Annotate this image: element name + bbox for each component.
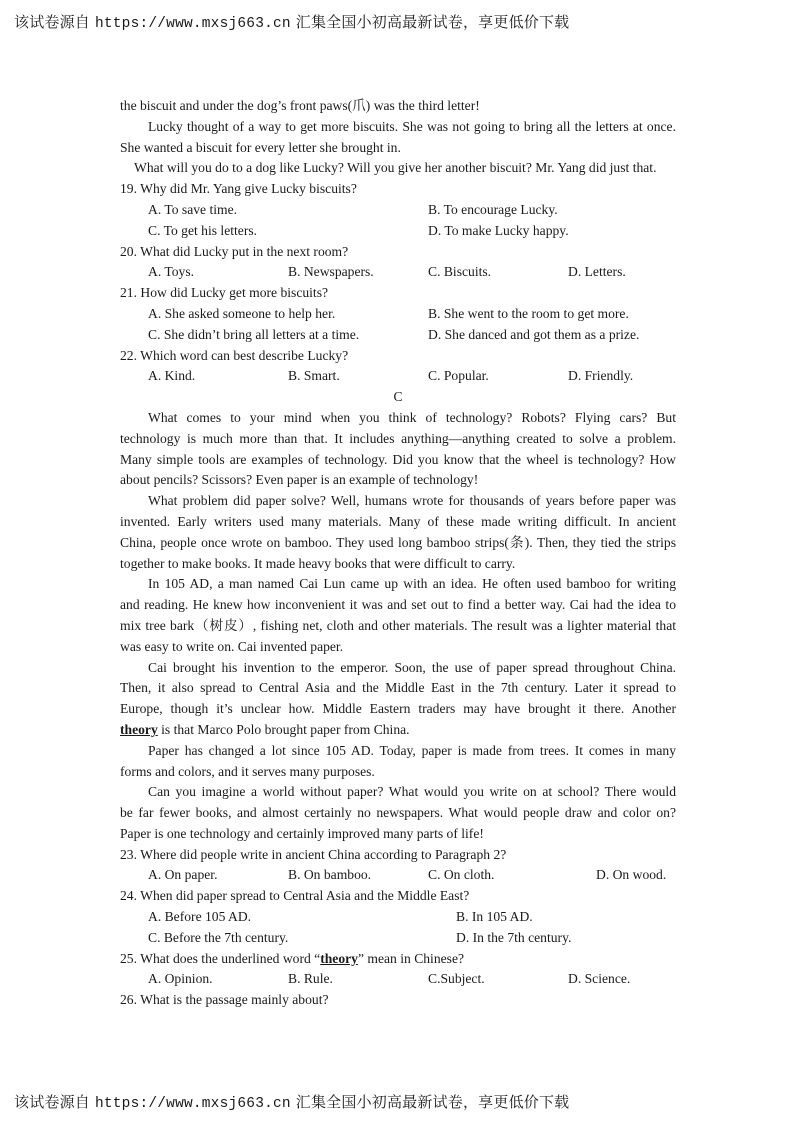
option-b: B. To encourage Lucky. bbox=[428, 201, 558, 217]
option-a: A. She asked someone to help her. bbox=[148, 305, 336, 321]
option-a: A. Opinion. bbox=[148, 971, 213, 987]
passage-line: together to make books. It made heavy books that were difficult to carry. bbox=[120, 555, 516, 571]
options-row bbox=[120, 262, 676, 283]
question-25 bbox=[120, 949, 676, 970]
passage-line: Cai brought his invention to the emperor. Soon, the use of paper spread throughout China. bbox=[148, 659, 676, 675]
option-b: B. In 105 AD. bbox=[456, 909, 533, 925]
option-a: A. Before 105 AD. bbox=[148, 909, 252, 925]
option-a: A. Kind. bbox=[148, 368, 196, 384]
option-a: A. On paper. bbox=[148, 867, 218, 883]
option-d: D. Science. bbox=[568, 971, 631, 987]
underlined-word-theory: theory bbox=[320, 950, 358, 966]
banner-prefix: 该试卷源自 bbox=[14, 1093, 95, 1111]
passage-line: and reading. He knew how inconvenient it was and set out to find a better way. Cai had the idea to bbox=[120, 597, 676, 613]
options-row bbox=[120, 221, 676, 242]
passage-line: Can you imagine a world without paper? What would you write on at school? There would bbox=[148, 784, 676, 800]
passage-line: China, people once wrote on bamboo. They used long bamboo strips(条). Then, they tied the strips bbox=[120, 534, 676, 550]
option-b: B. Newspapers. bbox=[288, 264, 374, 280]
question-24: 24. When did paper spread to Central Asia and the Middle East? bbox=[120, 888, 470, 904]
question-21: 21. How did Lucky get more biscuits? bbox=[120, 285, 329, 301]
option-c: C.Subject. bbox=[428, 971, 485, 987]
passage-line: invented. Early writers used many materials. Many of these made writing difficult. In ancient bbox=[120, 513, 676, 529]
header-banner bbox=[14, 11, 569, 32]
banner-url[interactable]: https://www.mxsj663.cn bbox=[94, 1096, 291, 1112]
option-c: C. On cloth. bbox=[428, 867, 495, 883]
passage-line: In 105 AD, a man named Cai Lun came up with an idea. He often used bamboo for writing bbox=[148, 576, 676, 592]
passage-line-rest: is that Marco Polo brought paper from China. bbox=[157, 721, 410, 737]
option-c: C. She didn’t bring all letters at a time. bbox=[148, 326, 360, 342]
options-row bbox=[120, 325, 676, 346]
option-c: C. Popular. bbox=[428, 368, 489, 384]
question-19: 19. Why did Mr. Yang give Lucky biscuits? bbox=[120, 181, 357, 197]
passage-line: technology is much more than that. It includes anything—anything created to solve a problem. bbox=[120, 430, 676, 446]
banner-url[interactable]: https://www.mxsj663.cn bbox=[94, 16, 291, 32]
option-c: C. To get his letters. bbox=[148, 222, 258, 238]
option-c: C. Biscuits. bbox=[428, 264, 492, 280]
underlined-word-theory: theory bbox=[120, 721, 158, 737]
passage-line: be far fewer books, and almost certainly no newspapers. What would people draw and color on? bbox=[120, 805, 676, 821]
passage-line: She wanted a biscuit for every letter she brought in. bbox=[120, 139, 401, 155]
option-d: D. Letters. bbox=[568, 264, 626, 280]
options-row bbox=[120, 928, 676, 949]
options-row bbox=[120, 969, 676, 990]
footer-banner bbox=[14, 1091, 569, 1112]
question-22: 22. Which word can best describe Lucky? bbox=[120, 347, 349, 363]
passage-line: Many simple tools are examples of technology. Did you know that the wheel is technology? How bbox=[120, 451, 676, 467]
banner-suffix: 汇集全国小初高最新试卷，享更低价下载 bbox=[290, 1093, 570, 1111]
banner-suffix: 汇集全国小初高最新试卷，享更低价下载 bbox=[290, 13, 570, 31]
passage-line: forms and colors, and it serves many purposes. bbox=[120, 763, 375, 779]
option-b: B. She went to the room to get more. bbox=[428, 305, 629, 321]
option-b: B. Rule. bbox=[288, 971, 333, 987]
options-row bbox=[120, 366, 676, 387]
passage-line: mix tree bark（树皮）, fishing net, cloth and other materials. The result was a lighter material that bbox=[120, 617, 676, 633]
option-d: D. On wood. bbox=[596, 867, 667, 883]
passage-line: What comes to your mind when you think of technology? Robots? Flying cars? But bbox=[148, 409, 676, 425]
passage-line: about pencils? Scissors? Even paper is an example of technology! bbox=[120, 472, 479, 488]
passage-line: Paper has changed a lot since 105 AD. Today, paper is made from trees. It comes in many bbox=[148, 742, 676, 758]
question-26: 26. What is the passage mainly about? bbox=[120, 992, 329, 1008]
options-row bbox=[120, 907, 676, 928]
option-d: D. She danced and got them as a prize. bbox=[428, 326, 640, 342]
options-row bbox=[120, 865, 676, 886]
options-row bbox=[120, 304, 676, 325]
question-25-stem-start: 25. What does the underlined word “ bbox=[120, 950, 321, 966]
section-c-heading: C bbox=[393, 389, 403, 405]
question-20: 20. What did Lucky put in the next room? bbox=[120, 243, 349, 259]
question-23: 23. Where did people write in ancient China according to Paragraph 2? bbox=[120, 846, 507, 862]
passage-line: What will you do to a dog like Lucky? Will you give her another biscuit? Mr. Yang did just that. bbox=[134, 160, 657, 176]
banner-prefix: 该试卷源自 bbox=[14, 13, 95, 31]
question-25-stem-end: ” mean in Chinese? bbox=[357, 950, 465, 966]
passage-line: Europe, though it’s unclear how. Middle Eastern traders may have brought it there. Another bbox=[120, 701, 676, 717]
options-row bbox=[120, 200, 676, 221]
option-c: C. Before the 7th century. bbox=[148, 929, 289, 945]
option-d: D. In the 7th century. bbox=[456, 929, 572, 945]
option-d: D. To make Lucky happy. bbox=[428, 222, 569, 238]
passage-line: Then, it also spread to Central Asia and the Middle East in the 7th century. Later it spread to bbox=[120, 680, 676, 696]
exam-content bbox=[120, 96, 676, 1011]
option-b: B. On bamboo. bbox=[288, 867, 372, 883]
option-b: B. Smart. bbox=[288, 368, 340, 384]
passage-line: the biscuit and under the dog’s front paws(爪) was the third letter! bbox=[120, 98, 480, 113]
passage-line: was easy to write on. Cai invented paper. bbox=[120, 638, 344, 654]
option-a: A. To save time. bbox=[148, 201, 238, 217]
option-a: A. Toys. bbox=[148, 264, 195, 280]
passage-line: What problem did paper solve? Well, humans wrote for thousands of years before paper was bbox=[148, 493, 676, 509]
passage-line: Lucky thought of a way to get more biscuits. She was not going to bring all the letters at once. bbox=[148, 118, 676, 134]
passage-line: Paper is one technology and certainly improved many parts of life! bbox=[120, 825, 484, 841]
option-d: D. Friendly. bbox=[568, 368, 634, 384]
passage-line bbox=[120, 720, 676, 741]
